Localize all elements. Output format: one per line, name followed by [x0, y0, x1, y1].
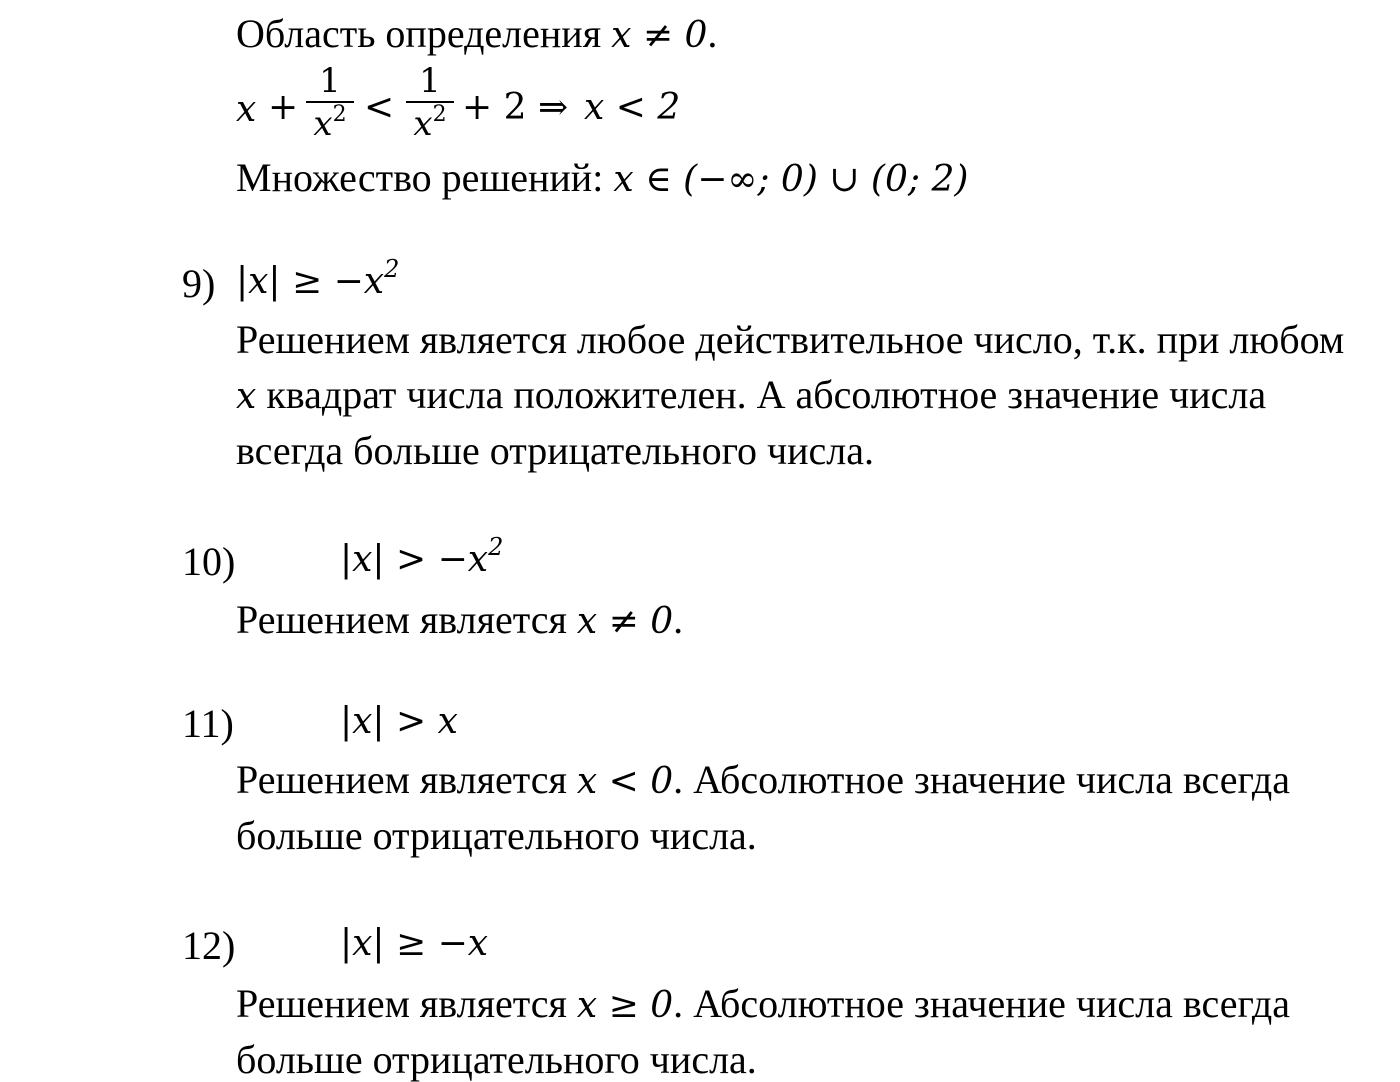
frac1-bar: [306, 101, 354, 103]
item-10-expr: |x| > −x: [340, 539, 489, 580]
item-12-line-2: [236, 1037, 757, 1082]
frac1-numerator: 1: [319, 61, 341, 101]
item-11-line-1-math: x < 0: [576, 761, 674, 802]
item-10-expression: [340, 533, 504, 580]
item-11-expr: |x| > x: [340, 701, 458, 742]
item-9-line-2-text: квадрат числа положителен. А абсолютное значение числа: [256, 372, 1267, 417]
item-11-line-1: [236, 757, 1291, 802]
item-9-line-3-text: всегда больше отрицательного числа.: [236, 428, 874, 473]
item-12-line-1-pre: Решением является: [236, 981, 577, 1026]
frac1-denominator: x: [313, 104, 333, 144]
item-9-power: 2: [384, 255, 400, 283]
ineq8-conclusion: x < 2: [584, 87, 681, 128]
item-9-number: 9): [182, 261, 216, 306]
item-11-number: 11): [182, 701, 234, 746]
ineq8-fraction-2: [406, 61, 454, 144]
solution-set-line: [236, 155, 969, 200]
item-11-line-2: [236, 813, 757, 858]
frac2-denominator: x: [413, 104, 433, 144]
item-11-line-1-text: . Абсолютное значение числа всегда: [673, 757, 1291, 802]
item-12-line-1-text: . Абсолютное значение числа всегда: [673, 981, 1291, 1026]
item-11-line-1-pre: Решением является: [236, 757, 577, 802]
item-10-line-1: [236, 597, 684, 642]
item-11-line-2-text: больше отрицательного числа.: [236, 813, 757, 858]
domain-end: .: [707, 11, 718, 56]
domain-math: x ≠ 0: [611, 15, 708, 56]
item-10-power: 2: [488, 533, 504, 561]
item-9-line-2: [236, 372, 1267, 417]
item-9-line-1-text: Решением является любое действительное число, т.к. при любом: [236, 317, 1345, 362]
item-12-expression: [340, 923, 489, 964]
ineq8-rest: + 2 ⇒: [462, 87, 569, 128]
item-10-line-1-text: .: [673, 597, 684, 642]
item-12-expr: |x| ≥ −x: [340, 923, 489, 964]
domain-line: [236, 11, 718, 56]
solution-set-math: x ∈ (−∞; 0) ∪ (0; 2): [613, 159, 969, 200]
solution-set-text: Множество решений:: [236, 155, 614, 200]
ineq8-plus: +: [268, 87, 299, 128]
ineq8-lt: <: [364, 87, 395, 128]
frac2-power: 2: [432, 102, 447, 127]
item-12-line-1-math: x ≥ 0: [576, 985, 674, 1026]
item-12-line-1: [236, 981, 1291, 1026]
item-12-line-2-text: больше отрицательного числа.: [236, 1037, 757, 1082]
item-10-line-1-pre: Решением является: [236, 597, 577, 642]
item-10-line-1-math: x ≠ 0: [576, 601, 674, 642]
item-12-number: 12): [182, 923, 236, 968]
item-9-line-1: [236, 317, 1345, 362]
item-10-number: 10): [182, 539, 236, 584]
item-9-expression: [236, 255, 400, 302]
item-9-line-2-math: x: [236, 376, 257, 417]
ineq8-fraction-1: [306, 61, 354, 144]
frac2-bar: [406, 101, 454, 103]
domain-text: Область определения: [236, 11, 612, 56]
item-11-expression: [340, 701, 458, 742]
item-9-line-3: [236, 428, 874, 473]
ineq8-lhs-var: x: [236, 89, 257, 130]
frac2-numerator: 1: [419, 61, 441, 101]
item-9-expr: |x| ≥ −x: [236, 261, 385, 302]
frac1-power: 2: [332, 102, 347, 127]
